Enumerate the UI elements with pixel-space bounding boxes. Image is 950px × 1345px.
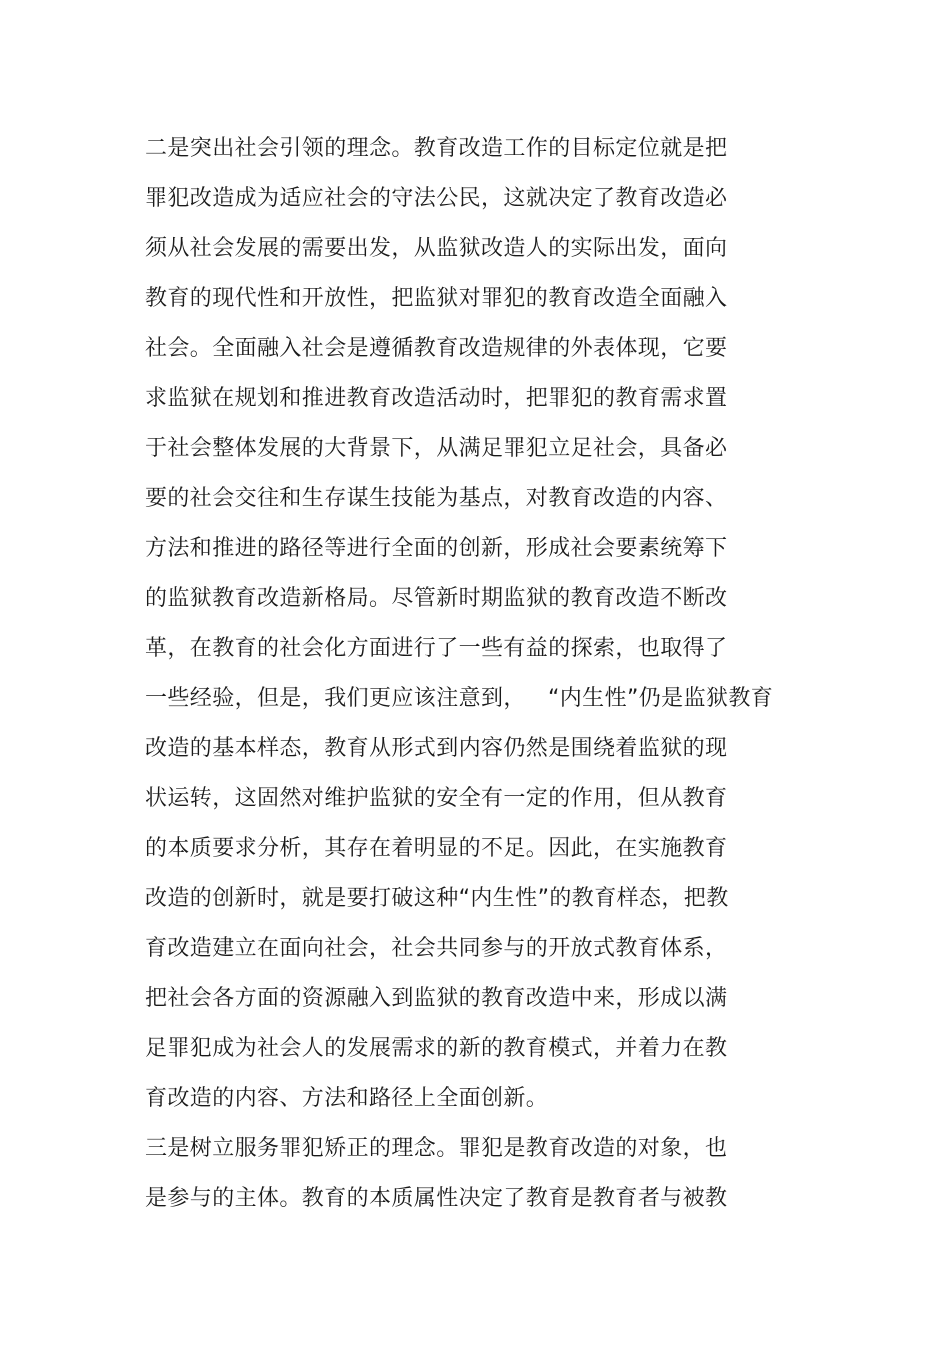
body-text bbox=[145, 124, 905, 1224]
text-line: 三是树立服务罪犯矫正的理念。罪犯是教育改造的对象，也 bbox=[145, 1136, 728, 1161]
text-line: 是参与的主体。教育的本质属性决定了教育是教育者与被教 bbox=[145, 1186, 728, 1211]
text-line: 革，在教育的社会化方面进行了一些有益的探索，也取得了 bbox=[145, 636, 728, 661]
text-line: 二是突出社会引领的理念。教育改造工作的目标定位就是把 bbox=[145, 136, 728, 161]
text-line: 方法和推进的路径等进行全面的创新，形成社会要素统筹下 bbox=[145, 536, 728, 561]
text-line: 足罪犯成为社会人的发展需求的新的教育模式，并着力在教 bbox=[145, 1036, 728, 1061]
text-line: 的本质要求分析，其存在着明显的不足。因此，在实施教育 bbox=[145, 836, 728, 861]
text-line: 的监狱教育改造新格局。尽管新时期监狱的教育改造不断改 bbox=[145, 586, 728, 611]
text-line: 罪犯改造成为适应社会的守法公民，这就决定了教育改造必 bbox=[145, 186, 728, 211]
text-line: 求监狱在规划和推进教育改造活动时，把罪犯的教育需求置 bbox=[145, 386, 728, 411]
text-line: 教育的现代性和开放性，把监狱对罪犯的教育改造全面融入 bbox=[145, 286, 728, 311]
text-line: 社会。全面融入社会是遵循教育改造规律的外表体现，它要 bbox=[145, 336, 728, 361]
text-line: 育改造的内容、方法和路径上全面创新。 bbox=[145, 1086, 549, 1111]
text-line: 于社会整体发展的大背景下，从满足罪犯立足社会，具备必 bbox=[145, 436, 728, 461]
text-line: 要的社会交往和生存谋生技能为基点，对教育改造的内容、 bbox=[145, 486, 728, 511]
text-line: 须从社会发展的需要出发，从监狱改造人的实际出发，面向 bbox=[145, 236, 728, 261]
text-line: 把社会各方面的资源融入到监狱的教育改造中来，形成以满 bbox=[145, 986, 728, 1011]
text-line: 改造的创新时，就是要打破这种“内生性”的教育样态，把教 bbox=[145, 886, 729, 911]
text-line: 一些经验，但是，我们更应该注意到， “内生性”仍是监狱教育 bbox=[145, 686, 774, 711]
text-line: 育改造建立在面向社会，社会共同参与的开放式教育体系， bbox=[145, 936, 728, 961]
text-line: 改造的基本样态，教育从形式到内容仍然是围绕着监狱的现 bbox=[145, 736, 728, 761]
text-line: 状运转，这固然对维护监狱的安全有一定的作用，但从教育 bbox=[145, 786, 728, 811]
